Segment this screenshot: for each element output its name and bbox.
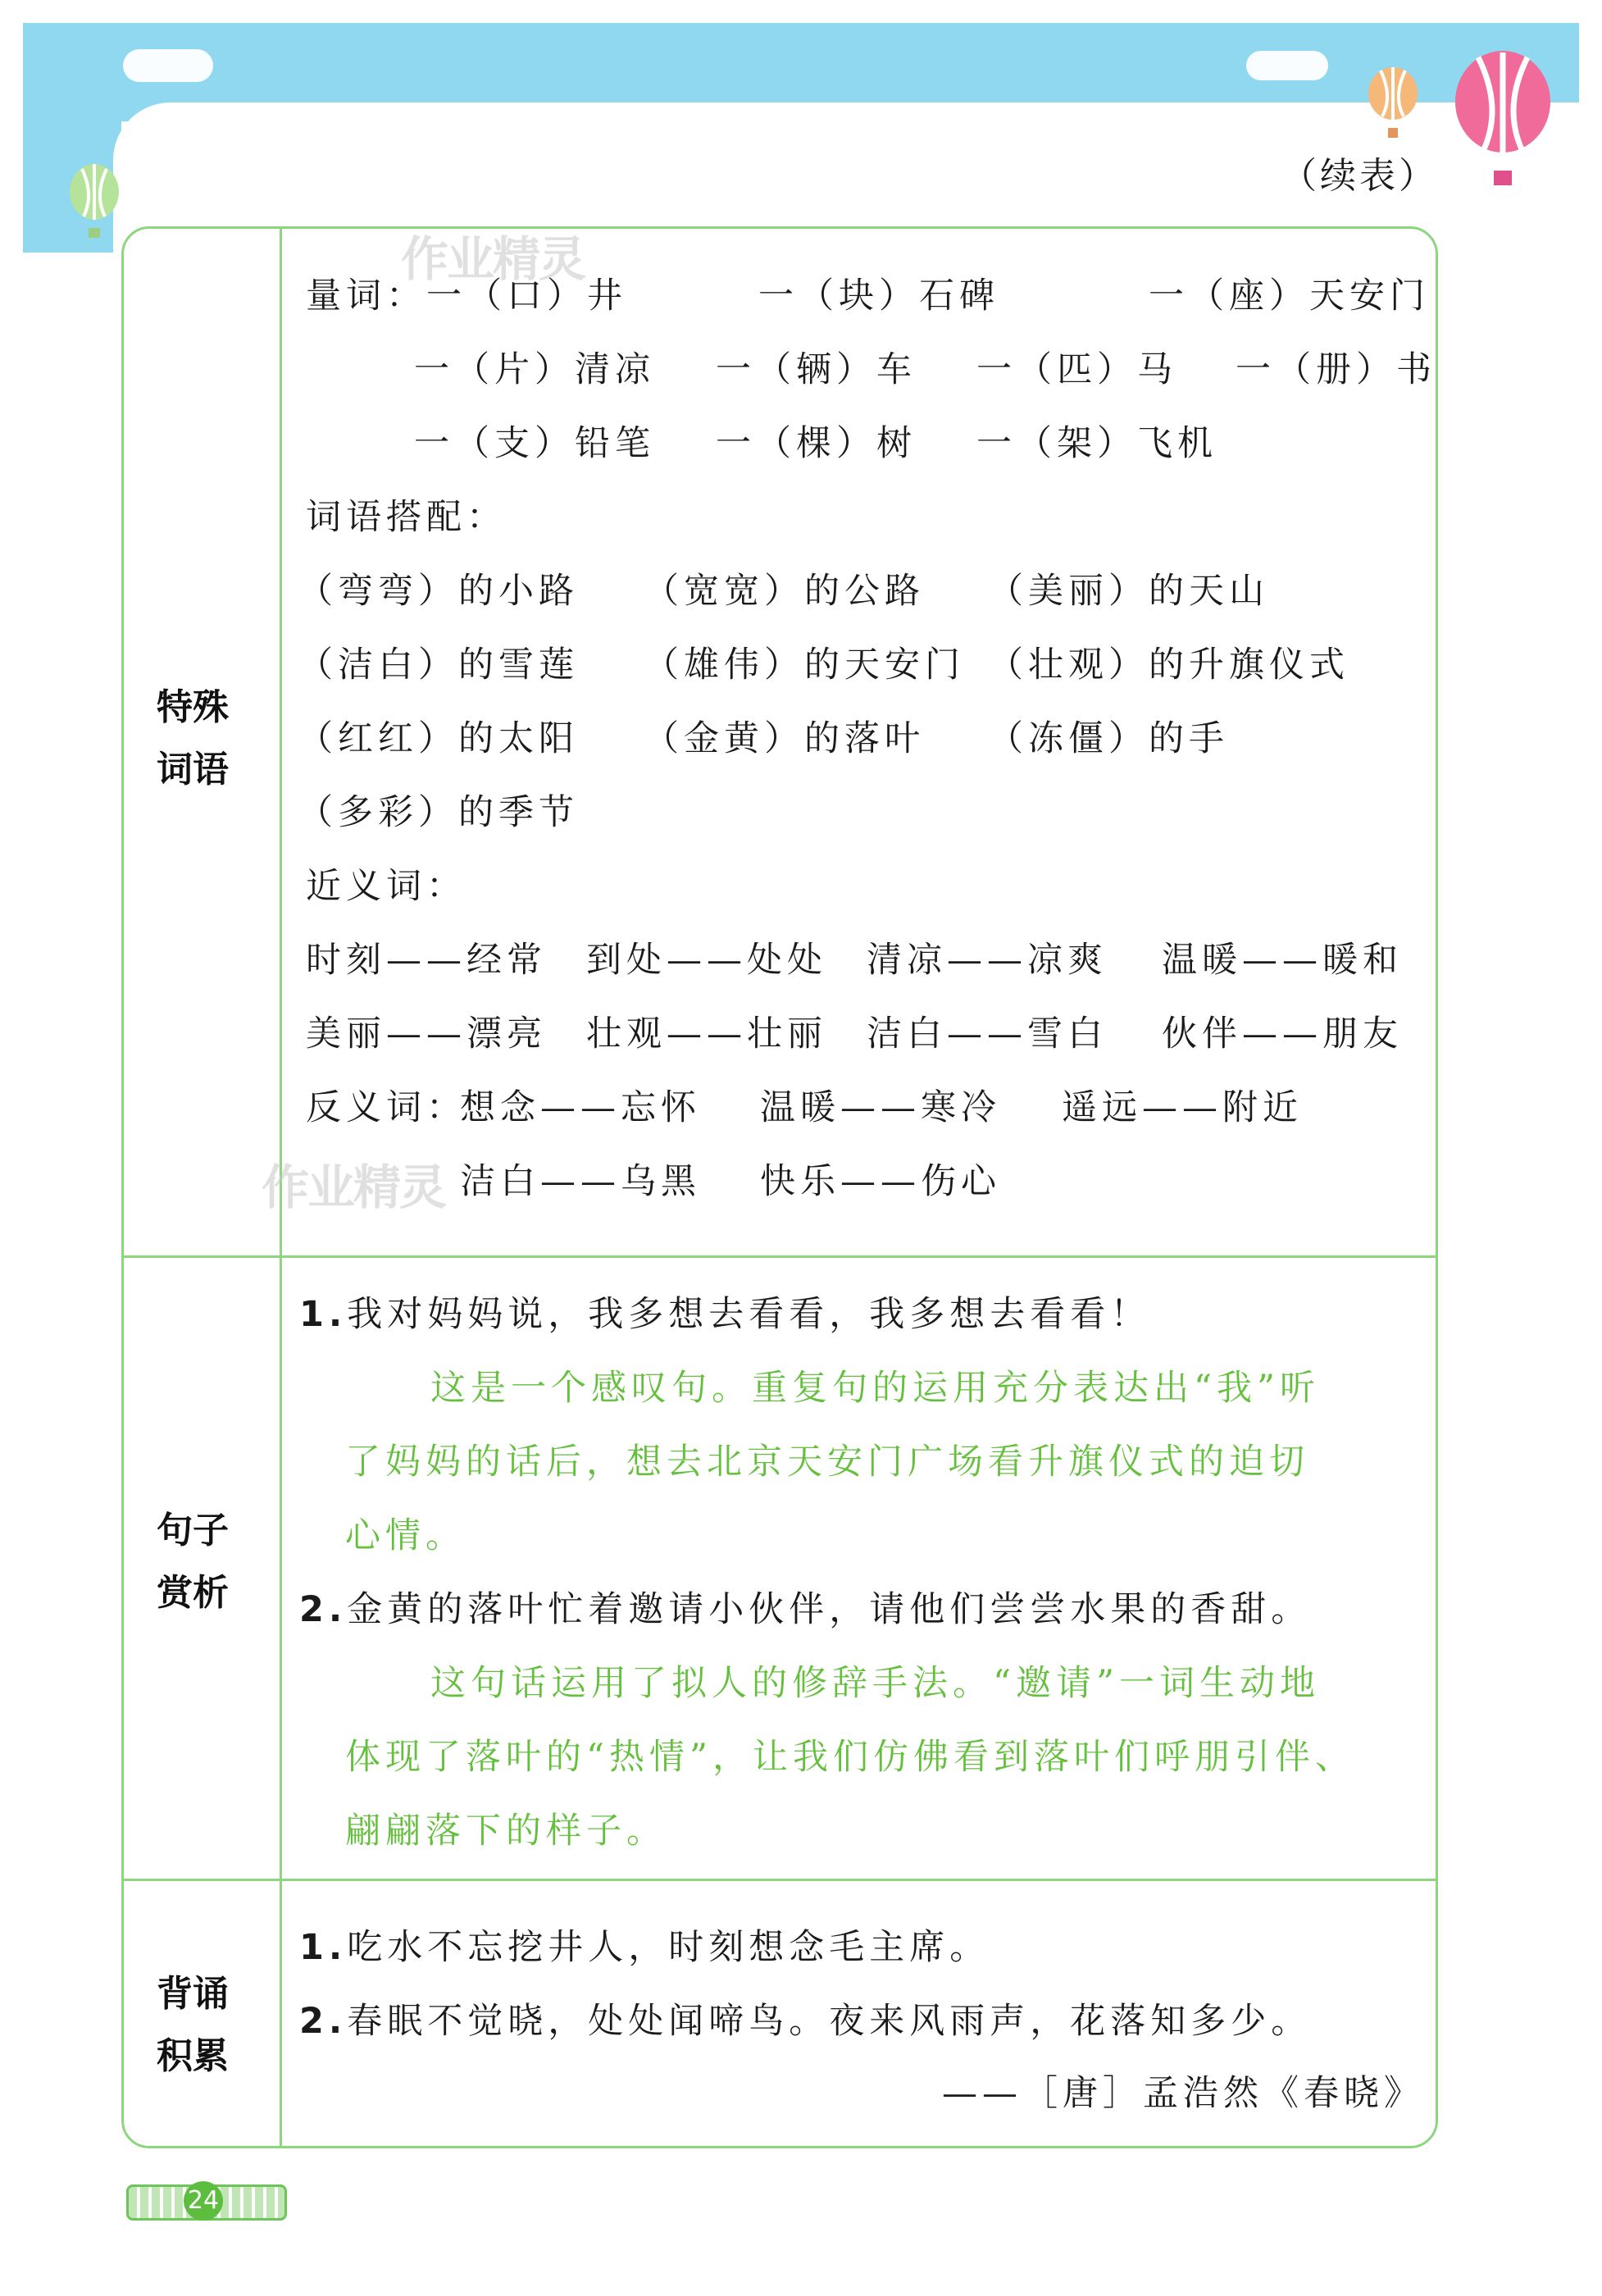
- cloud-right: [1246, 51, 1328, 80]
- measure-item: 一（座）天安门: [1149, 276, 1430, 317]
- recitation-text: 春眠不觉晓，处处闻啼鸟。夜来风雨声，花落知多少。: [347, 2001, 1312, 2042]
- recitation-text: 吃水不忘挖井人，时刻想念毛主席。: [347, 1927, 990, 1968]
- item-number: 2.: [299, 2001, 348, 2042]
- measure-item: 一（架）飞机: [976, 423, 1217, 464]
- collocation-item: （壮观）的升旗仪式: [988, 645, 1349, 686]
- continued-label: （续表）: [1281, 155, 1438, 197]
- category-label-recitation: 背诵 积累: [157, 1973, 229, 2077]
- synonym-pair: 美丽——漂亮: [306, 1014, 547, 1055]
- synonym-pair: 壮观——壮丽: [586, 1014, 827, 1055]
- collocation-item: （洁白）的雪莲: [298, 645, 579, 686]
- measure-item: 一（块）石碑: [758, 276, 999, 317]
- category-label-special-words: 特殊 词语: [157, 686, 229, 790]
- measure-item: 一（辆）车: [716, 349, 917, 390]
- antonym-pair: 洁白——乌黑: [460, 1161, 701, 1202]
- recitation-item-1: [299, 1920, 990, 1970]
- sentence-item-1: [299, 1287, 1150, 1337]
- analysis-line: 体现了落叶的“热情”，让我们仿佛看到落叶们呼朋引伴、: [345, 1737, 1355, 1778]
- summary-table: [121, 226, 1438, 2148]
- synonym-pair: 清凉——凉爽: [867, 940, 1108, 981]
- synonym-pair: 时刻——经常: [306, 940, 547, 981]
- measure-item: 一（册）书: [1236, 349, 1436, 390]
- example-sentence: 金黄的落叶忙着邀请小伙伴，请他们尝尝水果的香甜。: [347, 1589, 1312, 1630]
- recitation-item-2: [299, 1993, 1311, 2043]
- collocation-item: （弯弯）的小路: [298, 571, 579, 612]
- measure-word-line-1: [306, 268, 627, 318]
- example-sentence: 我对妈妈说，我多想去看看，我多想去看看！: [347, 1294, 1151, 1335]
- hot-air-balloon-orange-icon: [1364, 66, 1422, 141]
- analysis-line: 翩翩落下的样子。: [345, 1811, 667, 1852]
- analysis-line: 了妈妈的话后，想去北京天安门广场看升旗仪式的迫切: [345, 1442, 1309, 1483]
- antonym-pair: 快乐——伤心: [760, 1161, 1001, 1202]
- collocation-item: （冻僵）的手: [988, 718, 1229, 759]
- measure-item: 一（口）井: [426, 276, 627, 317]
- synonym-pair: 温暖——暖和: [1162, 940, 1403, 981]
- hot-air-balloon-pink-icon: [1450, 49, 1556, 190]
- row-divider-2: [124, 1879, 1436, 1881]
- page-number: 24: [184, 2181, 223, 2221]
- category-label-sentence-analysis: 句子 赏析: [157, 1510, 229, 1614]
- item-number: 1.: [299, 1294, 348, 1335]
- item-number: 1.: [299, 1927, 348, 1968]
- item-number: 2.: [299, 1589, 348, 1630]
- poem-source: ——［唐］孟浩然《春晓》: [942, 2073, 1424, 2114]
- measure-item: 一（支）铅笔: [414, 423, 655, 464]
- watermark: 作业精灵: [262, 1159, 446, 1215]
- hot-air-balloon-small-icon: [64, 162, 125, 243]
- measure-item: 一（棵）树: [716, 423, 917, 464]
- section-heading-collocation: 词语搭配：: [306, 497, 507, 538]
- analysis-line: 这句话运用了拟人的修辞手法。“邀请”一词生动地: [430, 1663, 1320, 1704]
- measure-item: 一（匹）马: [976, 349, 1177, 390]
- section-heading-synonyms: 近义词：: [306, 866, 466, 907]
- antonym-pair: 想念——忘怀: [460, 1087, 701, 1128]
- collocation-item: （红红）的太阳: [298, 718, 579, 759]
- analysis-line: 心情。: [345, 1515, 466, 1556]
- analysis-line: 这是一个感叹句。重复句的运用充分表达出“我”听: [430, 1368, 1320, 1409]
- row-divider-1: [124, 1255, 1436, 1258]
- collocation-item: （美丽）的天山: [988, 571, 1269, 612]
- section-heading-antonyms: 反义词：: [306, 1087, 466, 1128]
- synonym-pair: 伙伴——朋友: [1162, 1014, 1403, 1055]
- synonym-pair: 洁白——雪白: [867, 1014, 1108, 1055]
- cloud-left: [123, 49, 213, 82]
- antonym-pair: 遥远——附近: [1062, 1087, 1303, 1128]
- collocation-item: （金黄）的落叶: [644, 718, 925, 759]
- antonym-pair: 温暖——寒冷: [760, 1087, 1001, 1128]
- section-heading-measure: 量词：: [306, 276, 426, 317]
- watermark: 作业精灵: [401, 231, 585, 287]
- collocation-item: （雄伟）的天安门: [644, 645, 965, 686]
- synonym-pair: 到处——处处: [586, 940, 827, 981]
- measure-item: 一（片）清凉: [414, 349, 655, 390]
- sentence-item-2: [299, 1582, 1311, 1632]
- collocation-item: （宽宽）的公路: [644, 571, 925, 612]
- collocation-item: （多彩）的季节: [298, 792, 579, 833]
